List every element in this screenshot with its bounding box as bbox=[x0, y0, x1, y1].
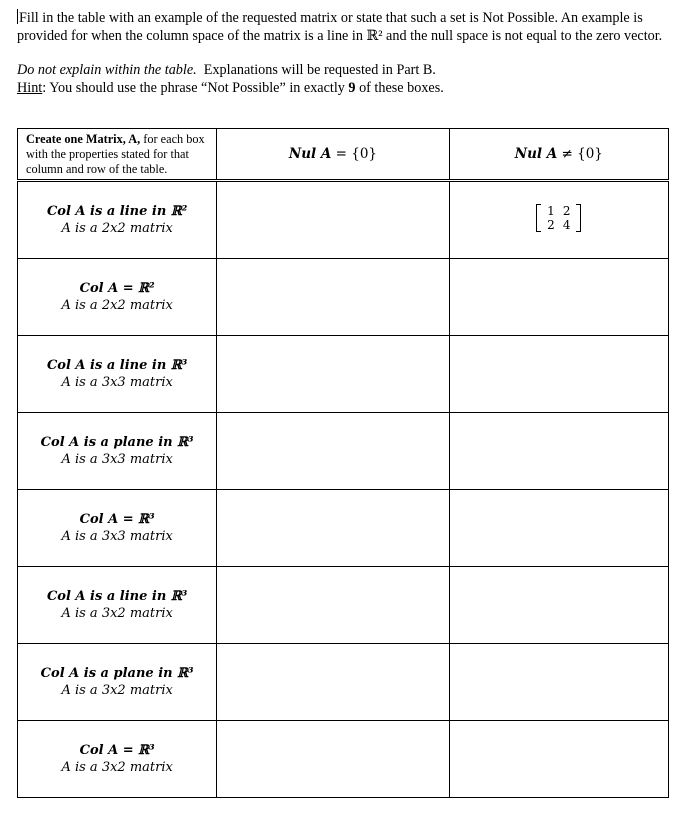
example-matrix: 1 2 2 4 bbox=[536, 204, 581, 232]
answer-cell[interactable] bbox=[449, 567, 668, 644]
instructions bbox=[17, 9, 672, 97]
text-cursor bbox=[17, 9, 18, 24]
matrix-table bbox=[17, 128, 669, 798]
hint-line: Hint: You should use the phrase “Not Possible” in exactly 9 of these boxes. bbox=[17, 79, 444, 96]
row-label: Col A is a line in ℝ² A is a 2x2 matrix bbox=[18, 181, 217, 259]
table-row bbox=[18, 413, 669, 490]
answer-cell[interactable] bbox=[217, 181, 449, 259]
instructions-paragraph: Fill in the table with an example of the requested matrix or state that such a set is Not Possible. An example is provided for when the column space of the matrix is a line in ℝ² and the null space is not equal to the zero vector. bbox=[17, 10, 663, 44]
row-label: Col A = ℝ³ A is a 3x2 matrix bbox=[18, 721, 217, 798]
row-label: Col A is a line in ℝ³ A is a 3x3 matrix bbox=[18, 336, 217, 413]
answer-cell[interactable] bbox=[449, 721, 668, 798]
answer-cell[interactable] bbox=[449, 336, 668, 413]
row-label: Col A is a plane in ℝ³ A is a 3x2 matrix bbox=[18, 644, 217, 721]
answer-cell[interactable] bbox=[217, 490, 449, 567]
row-label: Col A = ℝ² A is a 2x2 matrix bbox=[18, 259, 217, 336]
row-label: Col A = ℝ³ A is a 3x3 matrix bbox=[18, 490, 217, 567]
row-label: Col A is a plane in ℝ³ A is a 3x3 matrix bbox=[18, 413, 217, 490]
table-row bbox=[18, 259, 669, 336]
header-instructions-cell: Create one Matrix, A, for each box with the properties stated for that column and row of the table. bbox=[18, 129, 217, 181]
table-row bbox=[18, 490, 669, 567]
answer-cell[interactable] bbox=[449, 259, 668, 336]
table-row bbox=[18, 567, 669, 644]
answer-cell[interactable] bbox=[217, 259, 449, 336]
answer-cell[interactable] bbox=[217, 413, 449, 490]
header-nul-not-zero: Nul A ≠ {0} bbox=[449, 129, 668, 181]
table-row bbox=[18, 181, 669, 259]
answer-cell[interactable] bbox=[217, 567, 449, 644]
table-row bbox=[18, 336, 669, 413]
answer-cell[interactable] bbox=[217, 336, 449, 413]
answer-cell[interactable] bbox=[449, 490, 668, 567]
row-label: Col A is a line in ℝ³ A is a 3x2 matrix bbox=[18, 567, 217, 644]
table-row bbox=[18, 721, 669, 798]
header-nul-equals-zero: Nul A = {0} bbox=[217, 129, 449, 181]
table-row bbox=[18, 644, 669, 721]
answer-cell[interactable] bbox=[449, 413, 668, 490]
answer-cell[interactable] bbox=[217, 721, 449, 798]
answer-cell-example[interactable] bbox=[449, 181, 668, 259]
answer-cell[interactable] bbox=[217, 644, 449, 721]
answer-cell[interactable] bbox=[449, 644, 668, 721]
table-header-row bbox=[18, 129, 669, 181]
note-line: Do not explain within the table. Explanations will be requested in Part B. bbox=[17, 62, 436, 78]
